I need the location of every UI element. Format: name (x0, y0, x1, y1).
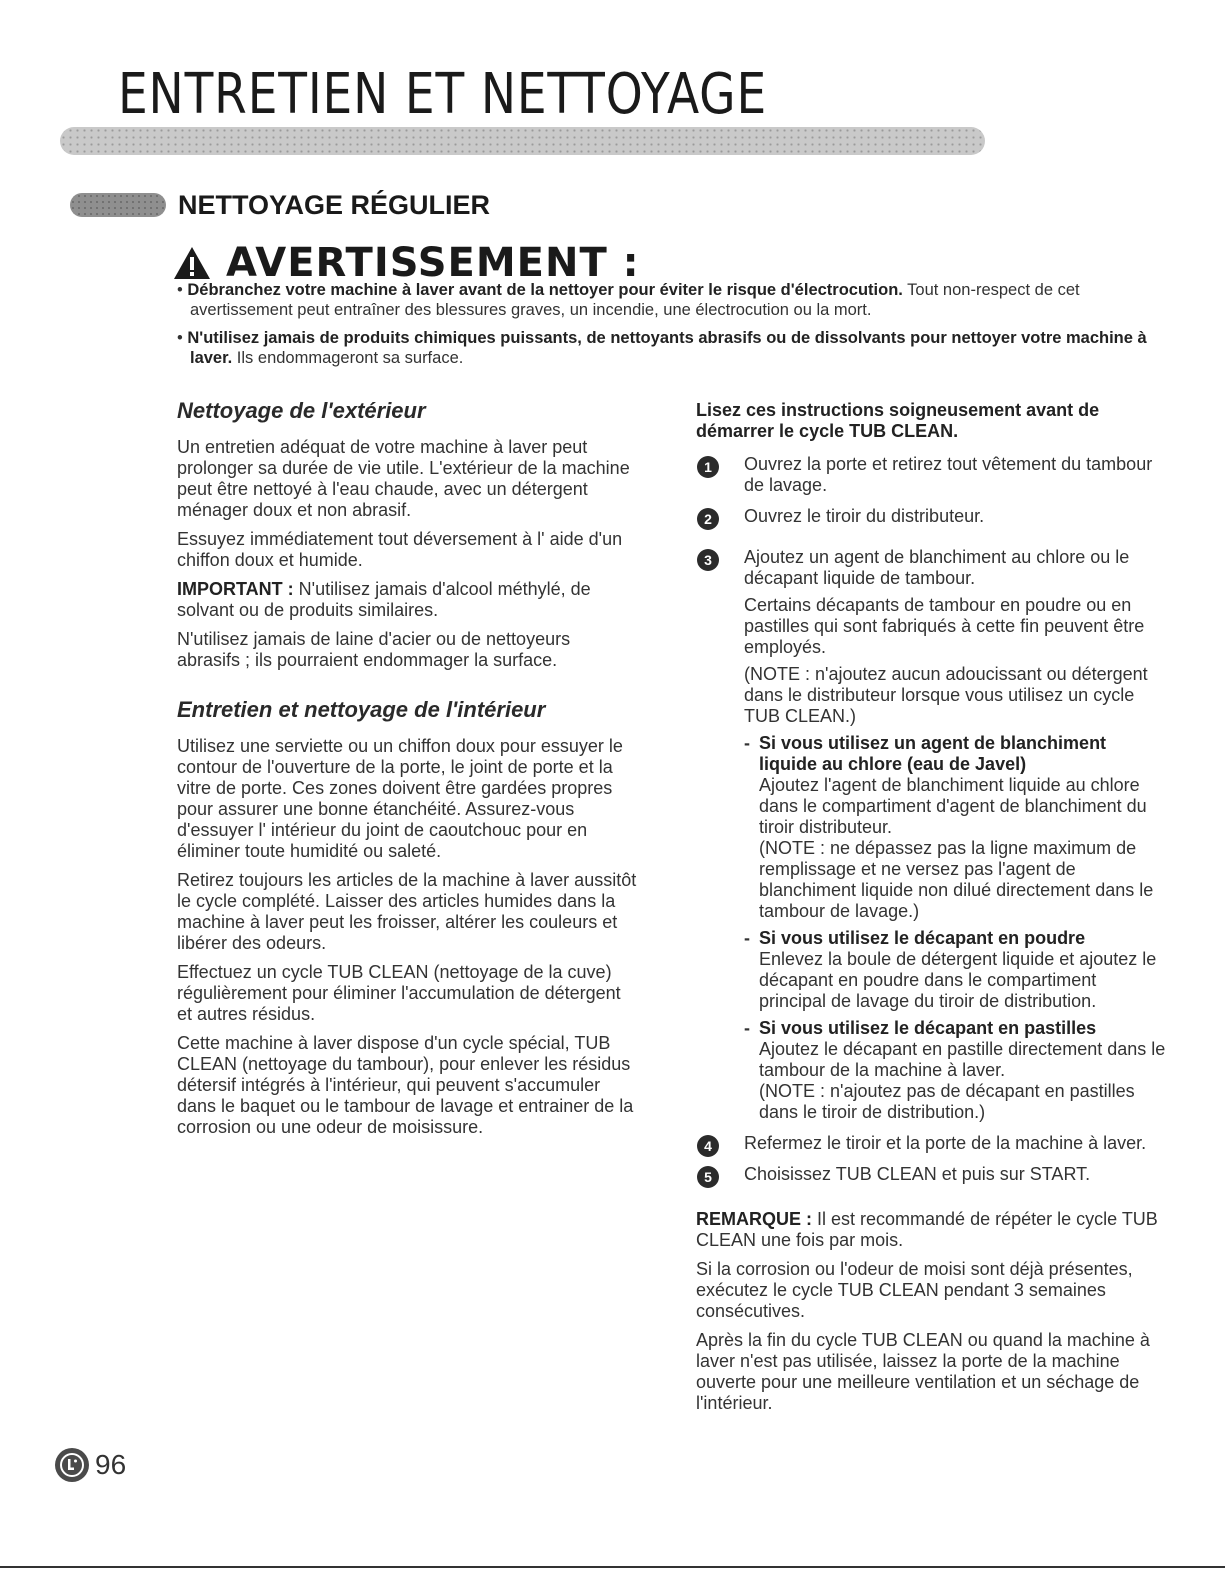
page-number: 96 (95, 1449, 127, 1480)
warning-triangle-icon (172, 245, 212, 281)
right-column (696, 400, 1166, 1422)
sub-instruction (744, 733, 1166, 922)
dash-marker: - (744, 733, 750, 753)
exterior-paragraph: Un entretien adéquat de votre machine à laver peut prolonger sa durée de vie utile. L'extérieur de la machine peut être nettoyé à l'eau chaude, avec un détergent ménager doux et non abrasif. (177, 437, 630, 520)
page-footer (55, 1448, 126, 1482)
remark-paragraph: Si la corrosion ou l'odeur de moisi sont déjà présentes, exécutez le cycle TUB CLEAN pendant 3 semaines consécutives. (696, 1259, 1133, 1321)
step-text: Ouvrez le tiroir du distributeur. (744, 506, 985, 526)
step-2 (696, 506, 1166, 527)
interior-paragraph: Retirez toujours les articles de la machine à laver aussitôt le cycle complété. Laisser des articles humides dans la machine à laver peut les froisser, altérer les couleurs et libérer des odeurs. (177, 870, 637, 953)
step-text: Certains décapants de tambour en poudre ou en pastilles qui sont fabriqués à cette fin peuvent être employés. (744, 595, 1145, 657)
important-paragraph (177, 579, 637, 621)
warning-title: AVERTISSEMENT : (226, 240, 640, 286)
warning-item-bold: N'utilisez jamais de produits chimiques puissants, de nettoyants abrasifs ou de dissolvants pour nettoyer votre machine à laver. (187, 329, 1147, 367)
section-title: NETTOYAGE RÉGULIER (178, 190, 491, 220)
interior-title: Entretien et nettoyage de l'intérieur (177, 697, 546, 722)
dash-marker: - (744, 1018, 750, 1038)
step-text: Ajoutez un agent de blanchiment au chlore ou le décapant liquide de tambour. (744, 547, 1130, 588)
sub-instruction (744, 928, 1166, 1012)
step-5 (696, 1164, 1166, 1185)
warning-item: • N'utilisez jamais de produits chimiques puissants, de nettoyants abrasifs ou de dissolvants pour nettoyer votre machine à laver. Ils endommageront sa surface. (177, 329, 1147, 367)
interior-paragraph: Cette machine à laver dispose d'un cycle spécial, TUB CLEAN (nettoyage du tambour), pour enlever les résidus détersif intégrés à l'intérieur, qui peuvent s'accumuler dans le baquet ou le tambour de lavage et entrainer de la corrosion ou une odeur de moisissure. (177, 1033, 634, 1137)
sub-instruction-text: Enlevez la boule de détergent liquide et ajoutez le décapant en poudre dans le compartiment principal de lavage du tiroir de distribution. (759, 949, 1157, 1011)
sub-instruction-text: Ajoutez le décapant en pastille directement dans le tambour de la machine à laver. (759, 1039, 1166, 1080)
lg-logo-icon (55, 1448, 89, 1482)
footer-divider (0, 1566, 1225, 1568)
step-number-badge: 3 (697, 549, 719, 571)
sub-instruction-title: Si vous utilisez le décapant en poudre (759, 928, 1086, 948)
sub-instruction-note: (NOTE : ne dépassez pas la ligne maximum de remplissage et ne versez pas l'agent de blanchiment liquide non dilué directement dans le tambour de lavage.) (759, 838, 1154, 921)
exterior-paragraph: Essuyez immédiatement tout déversement à l' aide d'un chiffon doux et humide. (177, 529, 623, 570)
remark-label: REMARQUE : (696, 1209, 812, 1229)
step-number-badge: 5 (697, 1166, 719, 1188)
sub-instruction-note: (NOTE : n'ajoutez pas de décapant en pastilles dans le tiroir de distribution.) (759, 1081, 1135, 1122)
sub-instruction-text: Ajoutez l'agent de blanchiment liquide au chlore dans le compartiment d'agent de blanchiment du tiroir distributeur. (759, 775, 1147, 837)
warning-list (172, 280, 1152, 376)
step-number-badge: 1 (697, 456, 719, 478)
sub-instruction (744, 1018, 1166, 1123)
lg-logo-mark (59, 1452, 85, 1478)
dash-marker: - (744, 928, 750, 948)
warning-item-text: Ils endommageront sa surface. (232, 349, 464, 367)
section-pill-decoration (70, 193, 166, 217)
warning-item-bold: Débranchez votre machine à laver avant de la nettoyer pour éviter le risque d'électrocution. (187, 281, 903, 299)
important-label: IMPORTANT : (177, 579, 294, 599)
important-text: N'utilisez jamais d'alcool méthylé, de solvant ou de produits similaires. (177, 579, 591, 620)
step-number-badge: 4 (697, 1135, 719, 1157)
warning-item-text: Tout non-respect de cet avertissement peut entraîner des blessures graves, un incendie, une électrocution ou la mort. (190, 281, 1080, 319)
step-text: Ouvrez la porte et retirez tout vêtement du tambour de lavage. (744, 454, 1153, 495)
left-column (177, 400, 637, 1146)
step-text: Refermez le tiroir et la porte de la machine à laver. (744, 1133, 1147, 1153)
instructions-lead: Lisez ces instructions soigneusement avant de démarrer le cycle TUB CLEAN. (696, 400, 1100, 441)
step-number-badge: 2 (697, 508, 719, 530)
sub-instruction-title: Si vous utilisez le décapant en pastilles (759, 1018, 1097, 1038)
exterior-paragraph: N'utilisez jamais de laine d'acier ou de nettoyeurs abrasifs ; ils pourraient endommager la surface. (177, 629, 571, 670)
step-3 (696, 547, 1166, 1123)
step-note: (NOTE : n'ajoutez aucun adoucissant ou détergent dans le distributeur lorsque vous utilisez un cycle TUB CLEAN.) (744, 664, 1148, 726)
page-title: ENTRETIEN ET NETTOYAGE (118, 62, 768, 127)
remark-text: Il est recommandé de répéter le cycle TUB CLEAN une fois par mois. (696, 1209, 1158, 1250)
remark-paragraph: Après la fin du cycle TUB CLEAN ou quand la machine à laver n'est pas utilisée, laissez la porte de la machine ouverte pour une meilleure ventilation et un séchage de l'intérieur. (696, 1330, 1150, 1413)
step-4 (696, 1133, 1166, 1154)
sub-instruction-title: Si vous utilisez un agent de blanchiment liquide au chlore (eau de Javel) (759, 733, 1107, 774)
interior-paragraph: Utilisez une serviette ou un chiffon doux pour essuyer le contour de l'ouverture de la porte, le joint de porte et la vitre de porte. Ces zones doivent être gardées propres pour assurer une bonne étanchéité. Assurez-vous d'essuyer l' intérieur du joint de caoutchouc pour en éliminer toute humidité ou saleté. (177, 736, 623, 861)
remark-paragraph (696, 1209, 1166, 1251)
step-1 (696, 454, 1166, 496)
warning-item: • Débranchez votre machine à laver avant de la nettoyer pour éviter le risque d'électrocution. Tout non-respect de cet avertissement peut entraîner des blessures graves, un incendie, une électrocution ou la mort. (177, 281, 1080, 319)
exterior-title: Nettoyage de l'extérieur (177, 398, 426, 423)
interior-paragraph: Effectuez un cycle TUB CLEAN (nettoyage de la cuve) régulièrement pour éliminer l'accumulation de détergent et autres résidus. (177, 962, 621, 1024)
step-text: Choisissez TUB CLEAN et puis sur START. (744, 1164, 1091, 1184)
title-decoration-bar (60, 127, 985, 155)
